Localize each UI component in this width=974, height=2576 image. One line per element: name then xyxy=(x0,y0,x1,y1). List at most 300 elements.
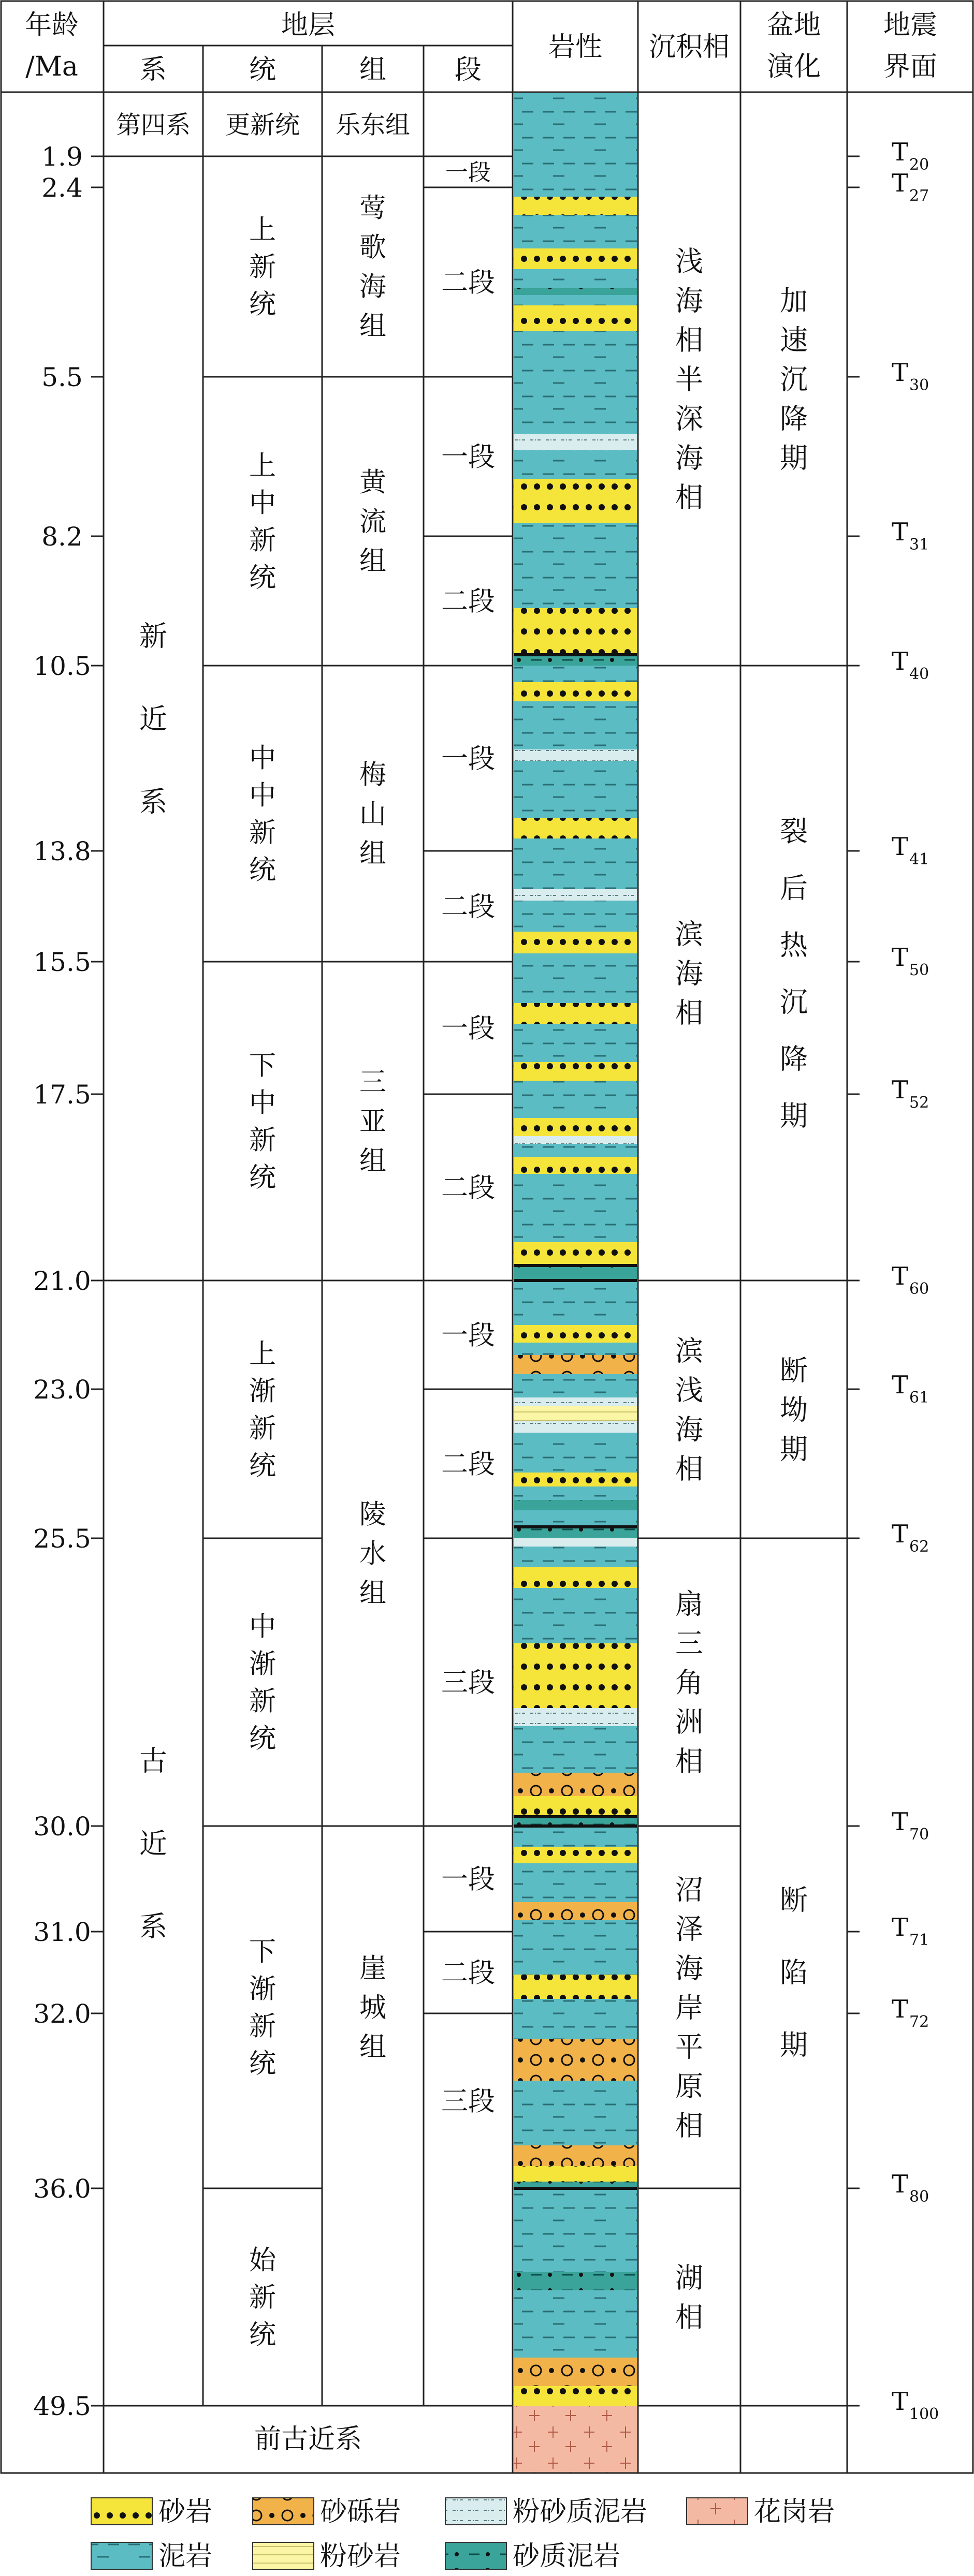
svg-text:渐: 渐 xyxy=(249,1376,277,1407)
siltstone-layer xyxy=(514,1406,637,1421)
member-label: 一段 xyxy=(441,743,496,775)
series-label: 更新统 xyxy=(225,110,300,140)
mudstone-layer xyxy=(514,1920,637,1975)
member-label: 二段 xyxy=(441,1449,496,1480)
svg-text:新: 新 xyxy=(249,525,277,556)
svg-text:流: 流 xyxy=(359,506,387,538)
legend-item-siltstone xyxy=(253,2541,401,2572)
pre-paleogene-label: 前古近系 xyxy=(254,2424,362,2455)
member-label: 二段 xyxy=(441,1172,496,1204)
svg-text:27: 27 xyxy=(909,187,929,205)
svg-text:中: 中 xyxy=(249,1087,277,1119)
mudstone-layer xyxy=(514,1588,637,1643)
formation-label xyxy=(359,467,387,577)
svg-text:52: 52 xyxy=(909,1094,929,1112)
svg-text:统: 统 xyxy=(249,1450,277,1482)
legend-label: 砂岩 xyxy=(158,2496,213,2527)
svg-text:统: 统 xyxy=(249,289,277,320)
svg-text:古: 古 xyxy=(139,1744,167,1777)
facies-label xyxy=(675,1334,703,1485)
silty-mudstone-layer xyxy=(514,1538,637,1547)
member-label: 一段 xyxy=(441,1320,496,1351)
silty-mudstone-layer xyxy=(514,889,637,901)
sandy-mudstone-layer xyxy=(514,288,637,295)
mudstone-layer xyxy=(514,1024,637,1062)
member-label: 三段 xyxy=(441,2086,496,2117)
svg-text:沉: 沉 xyxy=(780,363,808,396)
svg-text:T: T xyxy=(892,358,909,387)
svg-text:三: 三 xyxy=(675,1627,703,1660)
sandstone-layer xyxy=(514,1567,637,1588)
svg-text:T: T xyxy=(892,1995,909,2024)
svg-text:海: 海 xyxy=(359,271,387,303)
legend-swatch-silty-mudstone xyxy=(445,2498,506,2525)
facies-label xyxy=(675,918,703,1029)
seismic-interface-label xyxy=(892,1076,929,1112)
sandstone-layer xyxy=(514,305,637,331)
sandstone-layer xyxy=(514,248,637,269)
series-label xyxy=(249,1937,276,2080)
member-label: 一段 xyxy=(441,441,496,473)
sandy-mudstone-layer xyxy=(514,1265,637,1280)
seismic-interface-label xyxy=(892,358,929,394)
svg-text:深: 深 xyxy=(675,402,703,435)
series-label xyxy=(249,1612,276,1755)
legend-swatch-sandy-mudstone xyxy=(445,2542,506,2569)
seismic-interface-label xyxy=(892,1371,929,1407)
series-label xyxy=(249,1051,276,1194)
legend-swatch-siltstone xyxy=(253,2542,314,2569)
svg-text:组: 组 xyxy=(359,311,387,342)
legend-item-sandstone xyxy=(91,2496,212,2527)
legend-swatch-conglomerate xyxy=(253,2498,314,2525)
facies-labels xyxy=(675,245,703,2333)
mudstone-layer xyxy=(514,1826,637,1847)
svg-text:始: 始 xyxy=(249,2245,277,2276)
svg-text:72: 72 xyxy=(909,2013,929,2031)
member-label: 三段 xyxy=(441,1667,496,1699)
svg-text:断: 断 xyxy=(780,1354,808,1387)
svg-text:热: 热 xyxy=(780,929,808,962)
legend-swatch-sandstone xyxy=(91,2498,152,2525)
svg-text:黄: 黄 xyxy=(359,467,387,498)
sandstone-layer xyxy=(514,1157,637,1174)
age-label: 1.9 xyxy=(41,142,83,172)
mudstone-layer xyxy=(514,1280,637,1325)
age-label: 2.4 xyxy=(41,173,83,203)
seismic-interface-label xyxy=(892,1520,929,1556)
svg-text:中: 中 xyxy=(249,780,277,812)
legend-item-conglomerate xyxy=(253,2496,401,2527)
mudstone-layer xyxy=(514,1999,637,2039)
svg-text:41: 41 xyxy=(909,850,929,869)
svg-text:滨: 滨 xyxy=(675,918,703,951)
age-label: 15.5 xyxy=(33,947,91,977)
legend-label: 砂砾岩 xyxy=(320,2496,401,2527)
basin-evolution-labels xyxy=(780,284,808,2061)
conglomerate-layer xyxy=(514,2039,637,2081)
conglomerate-layer xyxy=(514,1355,637,1374)
series-label xyxy=(249,743,276,886)
svg-text:近: 近 xyxy=(139,702,167,735)
facies-label xyxy=(675,1873,703,2142)
formation-label: 乐东组 xyxy=(335,110,411,140)
sandstone-layer xyxy=(514,2166,637,2182)
svg-text:降: 降 xyxy=(780,1042,808,1076)
system-labels xyxy=(116,110,191,1942)
svg-text:中: 中 xyxy=(249,488,277,519)
legend-swatch-granite xyxy=(687,2498,748,2525)
sandstone-layer xyxy=(514,1325,637,1343)
seismic-interface-label xyxy=(892,1913,929,1949)
svg-text:渐: 渐 xyxy=(249,1974,277,2005)
legend-swatch-mudstone xyxy=(91,2542,152,2569)
svg-text:渐: 渐 xyxy=(249,1648,277,1680)
svg-text:半: 半 xyxy=(675,363,703,396)
svg-text:海: 海 xyxy=(675,1413,703,1446)
sandstone-layer xyxy=(514,608,637,655)
mudstone-layer xyxy=(514,523,637,608)
header-strata: 地层 xyxy=(281,10,336,41)
svg-text:海: 海 xyxy=(675,1952,703,1985)
mudstone-layer xyxy=(514,1433,637,1473)
sandstone-layer xyxy=(514,1796,637,1817)
seismic-interface-label xyxy=(892,647,929,683)
header-formation: 组 xyxy=(359,54,387,85)
sandy-mudstone-layer xyxy=(514,1527,637,1538)
svg-text:相: 相 xyxy=(675,1745,703,1778)
mudstone-layer xyxy=(514,1726,637,1773)
silty-mudstone-layer xyxy=(514,1708,637,1726)
svg-text:期: 期 xyxy=(780,441,808,475)
age-label: 5.5 xyxy=(41,362,83,392)
seismic-interface-label xyxy=(892,169,929,205)
mudstone-layer xyxy=(514,761,637,818)
svg-text:近: 近 xyxy=(139,1827,167,1860)
svg-text:T: T xyxy=(892,138,909,167)
legend-label: 泥岩 xyxy=(158,2541,213,2572)
svg-text:相: 相 xyxy=(675,2109,703,2142)
svg-text:海: 海 xyxy=(675,441,703,475)
svg-text:角: 角 xyxy=(675,1666,703,1699)
mudstone-layer xyxy=(514,215,637,248)
series-label-text xyxy=(249,2245,277,2351)
svg-text:沉: 沉 xyxy=(780,985,808,1019)
sandstone-layer xyxy=(514,1242,637,1265)
svg-text:浅: 浅 xyxy=(675,245,703,278)
svg-text:相: 相 xyxy=(675,1452,703,1485)
sandstone-layer xyxy=(514,1643,637,1708)
svg-text:歌: 歌 xyxy=(359,232,387,263)
sandy-mudstone-layer xyxy=(514,1500,637,1510)
mudstone-layer xyxy=(514,701,637,749)
header-seismic: 地震 xyxy=(883,10,938,41)
basin-evolution-label xyxy=(780,284,808,474)
svg-text:组: 组 xyxy=(359,1145,387,1177)
svg-text:相: 相 xyxy=(675,323,703,357)
mudstone-layer xyxy=(514,1486,637,1500)
svg-text:三: 三 xyxy=(359,1067,387,1098)
svg-text:系: 系 xyxy=(139,1910,167,1943)
svg-text:统: 统 xyxy=(249,1723,277,1755)
legend-item-mudstone xyxy=(91,2541,212,2572)
sandstone-layer xyxy=(514,1062,637,1081)
system-label xyxy=(139,620,167,818)
svg-text:裂: 裂 xyxy=(780,815,808,848)
age-label: 30.0 xyxy=(33,1812,91,1842)
sandstone-layer xyxy=(514,932,637,953)
age-label: 31.0 xyxy=(33,1917,91,1947)
header-basin: 盆地 xyxy=(766,10,821,41)
sandstone-layer xyxy=(514,1473,637,1486)
series-label-text xyxy=(249,1612,276,1755)
svg-text:上: 上 xyxy=(249,214,277,246)
svg-text:期: 期 xyxy=(780,1433,808,1466)
svg-text:T: T xyxy=(892,647,909,676)
sandy-mudstone-layer xyxy=(514,655,637,666)
series-label-text xyxy=(249,215,276,320)
mudstone-layer xyxy=(514,953,637,1003)
age-label: 13.8 xyxy=(33,836,91,866)
svg-text:T: T xyxy=(892,1807,909,1836)
svg-text:T: T xyxy=(892,1262,909,1291)
svg-text:梅: 梅 xyxy=(359,759,387,791)
member-label: 一段 xyxy=(441,1864,496,1895)
facies-label xyxy=(675,2261,703,2333)
mudstone-layer xyxy=(514,450,637,479)
formation-label xyxy=(359,1499,386,1609)
svg-text:湖: 湖 xyxy=(675,2261,703,2294)
svg-text:沼: 沼 xyxy=(675,1873,703,1906)
member-label: 一段 xyxy=(445,159,491,186)
svg-text:T: T xyxy=(892,1371,909,1400)
facies-label xyxy=(675,245,703,513)
conglomerate-layer xyxy=(514,2358,637,2386)
sandstone-layer xyxy=(514,818,637,838)
svg-text:期: 期 xyxy=(780,2028,808,2062)
sandstone-layer xyxy=(514,479,637,523)
svg-text:上: 上 xyxy=(249,450,277,482)
basin-evolution-label xyxy=(780,1354,808,1465)
seismic-interface-label xyxy=(892,2170,929,2206)
member-label: 一段 xyxy=(441,1013,496,1044)
svg-text:统: 统 xyxy=(249,855,277,886)
legend-label: 粉砂质泥岩 xyxy=(513,2496,648,2527)
mudstone-layer xyxy=(514,666,637,682)
age-label: 8.2 xyxy=(41,522,83,552)
seismic-interface-label xyxy=(892,1807,929,1844)
legend-item-granite xyxy=(687,2496,835,2527)
svg-text:新: 新 xyxy=(249,1686,277,1717)
header-age-line2: /Ma xyxy=(25,51,78,82)
member-label: 二段 xyxy=(441,267,496,299)
mudstone-layer xyxy=(514,1547,637,1567)
series-label xyxy=(249,2245,277,2351)
svg-text:扇: 扇 xyxy=(675,1587,703,1621)
age-label: 25.5 xyxy=(33,1524,91,1554)
svg-text:新: 新 xyxy=(249,2011,277,2042)
sandstone-layer xyxy=(514,1847,637,1863)
age-label: 23.0 xyxy=(33,1375,91,1405)
mudstone-layer xyxy=(514,1863,637,1902)
svg-text:71: 71 xyxy=(909,1931,929,1949)
silty-mudstone-layer xyxy=(514,434,637,450)
svg-text:新: 新 xyxy=(249,1125,277,1156)
svg-text:期: 期 xyxy=(780,1099,808,1132)
legend-label: 花岗岩 xyxy=(754,2496,835,2527)
svg-text:新: 新 xyxy=(139,620,167,653)
svg-text:40: 40 xyxy=(909,665,929,683)
header-seismic-line2: 界面 xyxy=(883,51,938,82)
silty-mudstone-layer xyxy=(514,1136,637,1144)
lithology-column xyxy=(514,93,637,2473)
mudstone-layer xyxy=(514,901,637,932)
svg-text:坳: 坳 xyxy=(780,1393,808,1426)
sandstone-layer xyxy=(514,682,637,701)
svg-text:T: T xyxy=(892,2387,909,2416)
svg-text:新: 新 xyxy=(249,2282,277,2314)
svg-text:海: 海 xyxy=(675,957,703,990)
mudstone-layer xyxy=(514,1144,637,1157)
conglomerate-layer xyxy=(514,1773,637,1796)
svg-text:城: 城 xyxy=(359,1992,387,2024)
svg-text:滨: 滨 xyxy=(675,1334,703,1367)
formation-label xyxy=(359,1067,386,1177)
svg-text:T: T xyxy=(892,1076,909,1105)
svg-text:50: 50 xyxy=(909,961,929,979)
mudstone-layer xyxy=(514,2188,637,2272)
mudstone-layer xyxy=(514,1081,637,1118)
silty-mudstone-layer xyxy=(514,1421,637,1433)
svg-text:31: 31 xyxy=(909,536,929,554)
svg-text:62: 62 xyxy=(909,1538,929,1556)
mudstone-layer xyxy=(514,93,637,197)
svg-text:统: 统 xyxy=(249,2048,277,2080)
svg-text:组: 组 xyxy=(359,546,387,577)
svg-text:崖: 崖 xyxy=(359,1953,387,1984)
header-basin-line2: 演化 xyxy=(766,51,821,82)
svg-text:统: 统 xyxy=(249,1162,277,1194)
svg-text:新: 新 xyxy=(249,1413,277,1445)
mudstone-layer xyxy=(514,1510,637,1527)
formation-labels xyxy=(336,110,410,2063)
age-labels xyxy=(33,142,91,2421)
header-series: 统 xyxy=(249,54,277,85)
table-header xyxy=(25,10,937,85)
basin-evolution-label xyxy=(780,815,808,1132)
age-label: 17.5 xyxy=(33,1080,91,1110)
mudstone-layer xyxy=(514,295,637,305)
member-label: 二段 xyxy=(441,586,496,617)
svg-text:上: 上 xyxy=(249,1338,277,1370)
svg-text:统: 统 xyxy=(249,2319,277,2351)
svg-text:60: 60 xyxy=(909,1280,929,1298)
svg-text:组: 组 xyxy=(359,1578,387,1609)
seismic-interface-label xyxy=(892,943,929,979)
mudstone-layer xyxy=(514,1174,637,1242)
sandy-mudstone-layer xyxy=(514,2272,637,2290)
series-labels xyxy=(225,110,300,2350)
conglomerate-layer xyxy=(514,1902,637,1920)
svg-text:组: 组 xyxy=(359,838,387,870)
sandstone-layer xyxy=(514,197,637,215)
seismic-interface-label xyxy=(892,1995,929,2031)
svg-text:后: 后 xyxy=(780,872,808,905)
svg-text:下: 下 xyxy=(249,1050,277,1082)
seismic-interface-label xyxy=(892,1262,929,1298)
svg-text:相: 相 xyxy=(675,996,703,1029)
formation-label xyxy=(359,1953,386,2063)
sandstone-layer xyxy=(514,1118,637,1136)
svg-text:泽: 泽 xyxy=(675,1912,703,1946)
svg-text:亚: 亚 xyxy=(359,1106,387,1138)
header-facies: 沉积相 xyxy=(648,32,730,63)
svg-text:80: 80 xyxy=(909,2188,929,2206)
seismic-interface-label xyxy=(892,2387,939,2423)
svg-text:T: T xyxy=(892,518,909,547)
svg-text:中: 中 xyxy=(249,743,277,774)
svg-text:T: T xyxy=(892,2170,909,2199)
mudstone-layer xyxy=(514,2290,637,2358)
series-label-text xyxy=(249,451,276,594)
header-member: 段 xyxy=(454,54,482,85)
legend-item-sandy-mudstone xyxy=(445,2541,620,2572)
svg-text:加: 加 xyxy=(780,284,808,317)
seismic-interface-label xyxy=(892,518,929,554)
svg-text:100: 100 xyxy=(909,2405,939,2423)
sandstone-layer xyxy=(514,2386,637,2406)
silty-mudstone-layer xyxy=(514,1397,637,1406)
legend-item-silty-mudstone xyxy=(445,2496,647,2527)
svg-text:中: 中 xyxy=(249,1611,277,1643)
svg-text:降: 降 xyxy=(780,402,808,435)
granite-layer xyxy=(514,2406,637,2473)
seismic-interface-labels xyxy=(892,138,939,2423)
svg-text:相: 相 xyxy=(675,481,703,514)
series-label-text xyxy=(249,1937,276,2080)
mudstone-layer xyxy=(514,1374,637,1397)
svg-text:陷: 陷 xyxy=(780,1956,808,1989)
legend xyxy=(91,2496,835,2572)
mudstone-layer xyxy=(514,2081,637,2145)
svg-text:岸: 岸 xyxy=(675,1991,703,2024)
seismic-interface-label xyxy=(892,832,929,869)
legend-label: 粉砂岩 xyxy=(320,2541,401,2572)
system-label xyxy=(139,1744,167,1942)
svg-text:水: 水 xyxy=(359,1538,387,1570)
silty-mudstone-layer xyxy=(514,749,637,761)
series-label xyxy=(249,215,276,320)
member-label: 二段 xyxy=(441,1957,496,1989)
formation-label xyxy=(359,760,386,870)
series-label-text xyxy=(249,743,276,886)
svg-text:洲: 洲 xyxy=(675,1705,703,1739)
svg-text:T: T xyxy=(892,169,909,198)
basin-evolution-label xyxy=(780,1883,808,2061)
svg-text:山: 山 xyxy=(359,799,387,830)
conglomerate-layer xyxy=(514,2145,637,2166)
mudstone-layer xyxy=(514,838,637,889)
svg-text:统: 统 xyxy=(249,562,277,594)
svg-text:莺: 莺 xyxy=(359,193,387,224)
svg-text:断: 断 xyxy=(780,1883,808,1917)
header-system: 系 xyxy=(139,54,167,85)
svg-text:70: 70 xyxy=(909,1826,929,1844)
mudstone-layer xyxy=(514,269,637,288)
facies-label xyxy=(675,1587,703,1777)
svg-text:T: T xyxy=(892,1913,909,1942)
svg-text:系: 系 xyxy=(139,785,167,818)
